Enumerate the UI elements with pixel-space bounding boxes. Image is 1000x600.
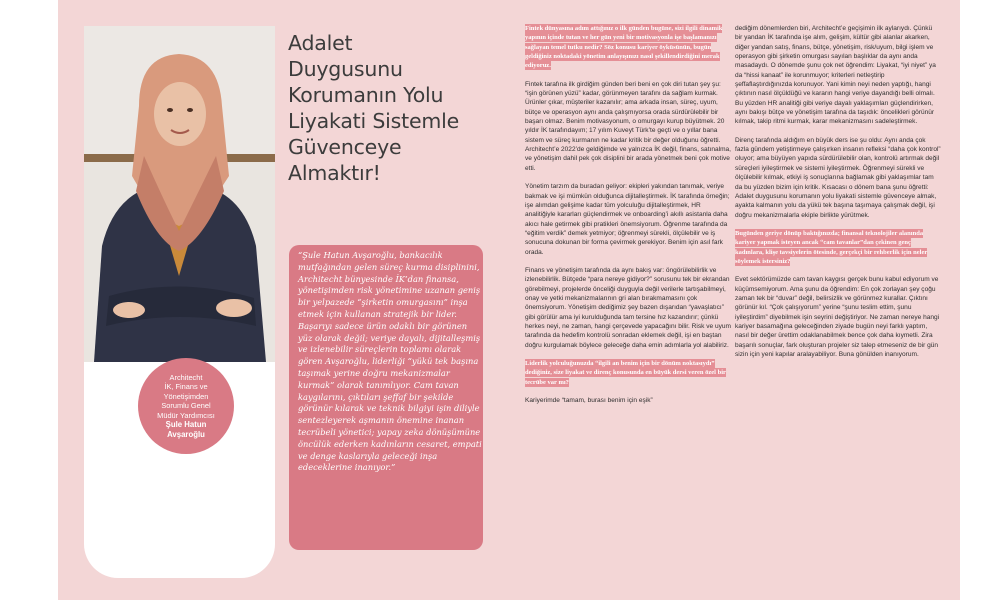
- right-page: [499, 0, 960, 600]
- portrait-photo: [84, 26, 275, 362]
- text-column-1: [525, 24, 731, 414]
- question-text: Fintek dünyasına adım attığınız o ilk günden bugüne, sizi ilgili dinamik yapının içinde tutan ve her gün yeni bir motivasyonla işe başlamanızı sağlayan temel tutku nedir? Söz konusu kariyer öyküsünün, bugün geldiğiniz noktadaki yönetim anlayışınızı nasıl şekillendirdiğini merak ediyoruz.: [525, 25, 723, 70]
- body-paragraph: Direnç tarafında aldığım en büyük ders ise şu oldu: Aynı anda çok fazla gündem yetiştirmeye çalışırken insanın refleksi “daha çok kontrol” oluyor; ama büyüyen yapıda sürdürülebilir olan, kontrolü artırmak değil süreçleri iyileştirmek ve sistemi iyileştirmek. Öğrenmeyi sürekli ve ölçülebilir kılmak, etkiyi iş sonuçlarına bağlamak gibi yaklaşımlar tam da bu yüzden bizim için kritik. Kısacası o dönem bana şunu öğretti: Adalet duygusunu korumanın yolu liyakati sistemle güvenceye almak, ayakta kalmanın yolu da yükü tek başına taşımaya çalışmak değil, işi doğru mekanizmalarla ekiple birlikte yürütmek.: [735, 136, 941, 219]
- body-paragraph: Kariyerimde “tamam, burası benim için eşik”: [525, 397, 653, 405]
- question-text: Liderlik yolculuğunuzda “ilgili an benim için bir dönüm noktasıydı” dediğiniz, size liyakat ve direnç konusunda en büyük dersi veren özel bir tecrübe var mı?: [525, 360, 726, 386]
- body-paragraph: Fintek tarafına ilk girdiğim günden beri beni en çok diri tutan şey şu: “işin görünen yüzü” kadar, görünmeyen tarafını da sağlam kurmak. Ürünler çıkar, müşteriler kazanılır; ama arkada insan, süreç, uyum, bütçe ve operasyon aynı anda çalışmıyorsa orada sürdürülebilir bir başarı olmaz. Benim motivasyonum, o omurgayı kurup büyütmek. 20 yıldır İK tarafındayım; 17 yılım Kuveyt Türk’te geçti ve o yıllar bana sistem ve süreç kurmanın ne kadar kritik bir değer olduğunu öğretti. Architecht’e 2022’de geldiğimde ve yalnızca İK değil, finans, satınalma, ve yönetişim dahil pek çok disiplini bir arada yönetmek beni çok motive etti.: [525, 80, 731, 172]
- portrait-card: [84, 26, 275, 578]
- question-highlight: [735, 229, 941, 266]
- text-column-2: [735, 24, 941, 368]
- magazine-spread: [58, 0, 960, 600]
- left-page: [58, 0, 499, 600]
- intro-quote: “Şule Hatun Avşaroğlu, bankacılık mutfağından gelen süreç kurma disiplinini, Architecht bünyesinde İK’dan finansa, yönetişimden risk yönetimine uzanan geniş bir yelpazede “şirketin omurgasını” inşa etmek için kullanan stratejik bir lider. Başarıyı sadece ürün odaklı bir görünen yüz olarak değil; veriye dayalı, dijitalleşmiş ve izlenebilir süreçlerin toplamı olarak gören Avşaroğlu, liderliği “yükü tek başına taşımak yerine doğru mekanizmalar kurmak” olarak tanımlıyor. Cam tavan kaygılarını, çıktıları şeffaf bir şekilde görünür kılarak ve teknik bilgiyi işin diliyle sentezleyerek aşmanın önemine inanan tecrübeli yönetici; yapay zeka dönüşümüne öncülük ederken kadınların cesaret, empati ve denge kaslarıyla geleceği inşa edeceklerine inanıyor.”: [298, 250, 482, 473]
- body-paragraph: Yönetim tarzım da buradan geliyor: ekipleri yakından tanımak, veriye bakmak ve işi mümkün olduğunca dijitalleştirmek. İK tarafında örneğin; işe alımdan gelişime kadar tüm yolculuğu dijitalleştirmek, HR analitiğiyle kararları güçlendirmek ve onboarding’i akıllı asistanla daha akıcı hale getirmek gibi pratikleri önemsiyorum. Öğrenme tarafında da “eğitim verdik” demek yetmiyor; öğrenmeyi sürekli, ölçülebilir ve iş sonucuna dokunan bir forma çevirmek gerekiyor. Benim için asıl fark orada.: [525, 183, 730, 256]
- author-badge: [138, 358, 234, 454]
- question-highlight: [525, 359, 731, 387]
- question-text: Bugünden geriye dönüp baktığınızda; finansal teknolojiler alanında kariyer yapmak isteyen ancak “cam tavanlar”dan çekinen genç kadınlara, klişe tavsiyelerin ötesinde, gerçekçi bir rehberlik için neler söylemek istersiniz?: [735, 229, 928, 265]
- portrait-illustration: [84, 26, 275, 362]
- question-highlight: [525, 24, 731, 71]
- body-paragraph: dediğim dönemlerden biri, Architecht’e geçişimin ilk aylarıydı. Çünkü bir yandan İK tarafında işe alım, gelişim, kültür gibi alanlar akarken, diğer yandan satış, finans, bütçe, yönetişim, risk/uyum, bilgi işlem ve operasyon gibi şirketin omurgası sayılan başlıklar da aynı anda masadaydı. O dönemde şunu çok net öğrendim: Liyakat, “iyi niyet” ya da “hissi kanaat” ile korunmuyor; kriterleri netleştirip şeffaflaştırdığınızda korunuyor. Yani kimin neyi neden yaptığı, hangi çıktının nasıl ölçüldüğü ve kararın hangi veriye dayandığı belli olmalı. Bu yüzden HR analitiği gibi veriye dayalı yaklaşımları güçlendirirken, aynı bakışı bütçe ve yönetişim tarafına da taşıdık: öncelikleri görünür kılmak, takip ritmi kurmak, karar mekanizmasını sadeleştirmek.: [735, 25, 936, 126]
- body-paragraph: Finans ve yönetişim tarafında da aynı bakış var: öngörülebilirlik ve izlenebilirlik. Bütçede “para nereye gidiyor?” sorusunu tek bir ekrandan görebilmeyi, projelerde önceliği duyguyla değil verilerle tartışabilmeyi, onay ve yetki mekanizmalarının gri alan bırakmamasını çok önemsiyorum. Yönetişim dediğimiz şey bazen dışarıdan “yavaşlatıcı” gibi görülür ama iyi kurulduğunda tam tersine hız kazandırır; çünkü herkes neyi, ne zaman, hangi çerçevede yapacağını bilir. Risk ve uyum tarafında da hedefim kontrolü sonradan eklemek değil, işi en baştan doğru kurgulamak böylece geleceğe daha emin adımlarla yol alabiliriz.: [525, 266, 731, 349]
- headline: Adalet Duygusunu Korumanın Yolu Liyakati Sistemle Güvenceye Almaktır!: [288, 31, 460, 185]
- body-paragraph: Evet sektörümüzde cam tavan kaygısı gerçek bunu kabul ediyorum ve küçümsemiyorum. Ama şunu da öğrendim: En çok zorlayan şey çoğu zaman tek bir “duvar” değil, belirsizlik ve görünmez kurallar. Çıktını görünür kıl. “Çok çalışıyorum” yerine “şunu teslim ettim, şunu iyileştirdim” diyebilmek işin seyrini değiştiriyor. Ne zaman nereye hangi kariyer basamağına geleceğinden ziyade bugün neyi farklı yaptım, nasıl bir değer ürettim odaklanabilmek bence çok daha kıymetli. Zira başarılı sonuçlar, fark oluşturan projeler siz talep etmeseniz de bir gün sizin için yeni kapılar aralayabiliyor. Buna gönülden inanıyorum.: [735, 276, 940, 358]
- badge-name: Şule Hatun Avşaroğlu: [165, 419, 207, 439]
- badge-role: Architecht İK, Finans ve Yönetişimden Sorumlu Genel Müdür Yardımcısı: [157, 372, 215, 420]
